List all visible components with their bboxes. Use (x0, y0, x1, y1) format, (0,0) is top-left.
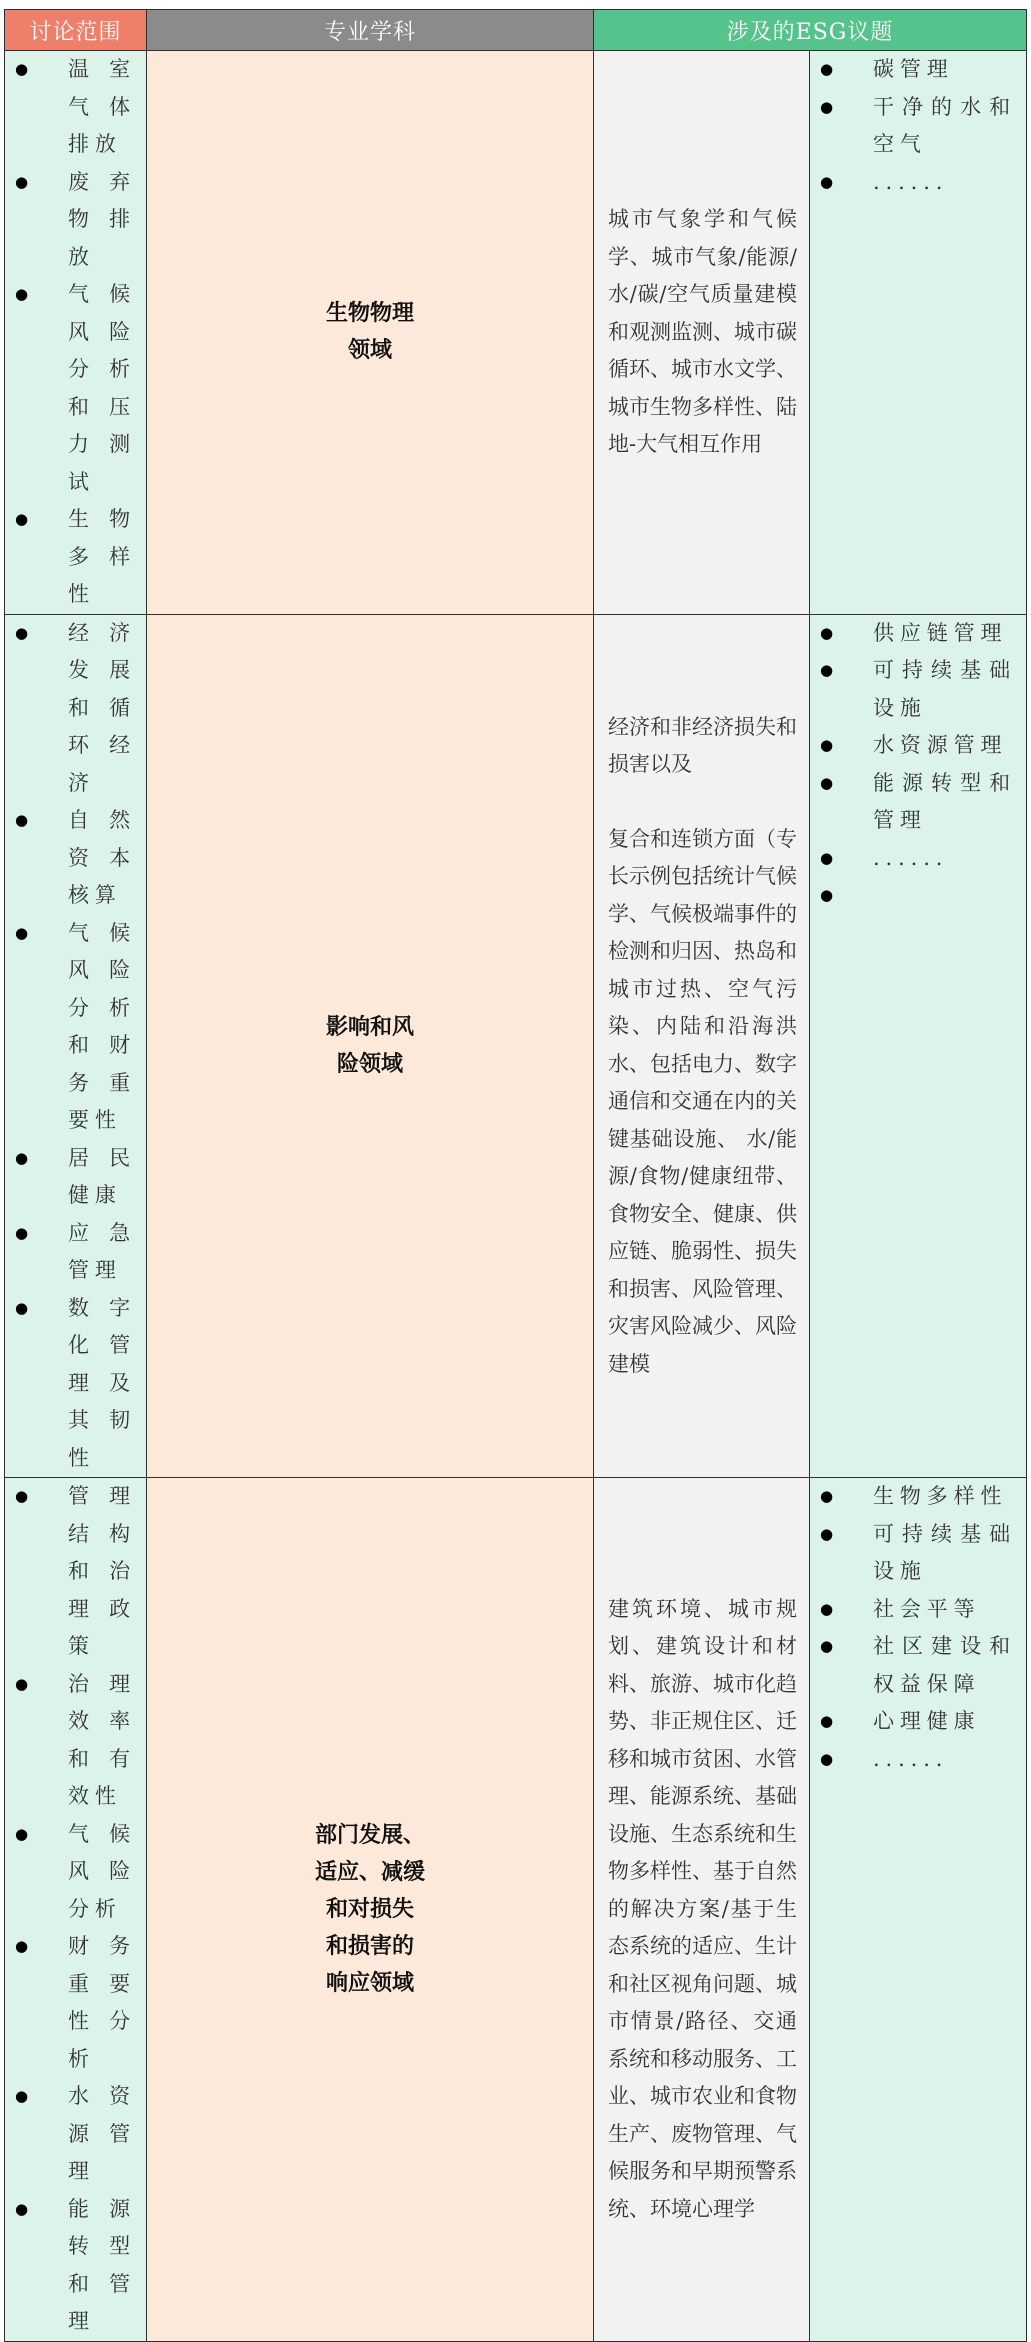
esg-topics-right (810, 1478, 1027, 2342)
esg-topics-left (5, 614, 147, 1478)
table-row (5, 614, 1027, 1478)
scope-label-line: 部门发展、 (314, 1821, 425, 1848)
esg-topic-list (810, 51, 1026, 201)
header-esg-topics: 涉及的ESG议题 (594, 10, 1027, 51)
esg-topic-item: ● 自然资本核算 (5, 802, 146, 915)
table-row (5, 1478, 1027, 2342)
scope-label-line: 和对损失 (325, 1895, 414, 1922)
header-scope: 讨论范围 (5, 10, 147, 51)
scope-cell (147, 1478, 594, 2342)
esg-discipline-table (4, 9, 1027, 2342)
esg-topic-list (5, 615, 146, 1478)
esg-topic-item: ● 心理健康 (810, 1703, 1026, 1741)
esg-topic-item (810, 877, 1026, 915)
disciplines-cell (594, 51, 810, 615)
esg-topic-item: ● ...... (810, 164, 1026, 202)
esg-topics-right (810, 614, 1027, 1478)
esg-topics-right (810, 51, 1027, 615)
esg-topic-item: ● 水资源管理 (810, 727, 1026, 765)
esg-topic-item: ● 气候风险分析 (5, 1816, 146, 1929)
disciplines-text: 城市气象学和气候学、城市气象/能源/水/碳/空气质量建模和观测监测、城市碳循环、城市水文学、城市生物多样性、陆地-大气相互作用 (608, 207, 797, 456)
esg-topic-item: ● 居民健康 (5, 1140, 146, 1215)
esg-topic-item: ● 气候风险分析和压力测试 (5, 276, 146, 501)
disciplines-cell (594, 614, 810, 1478)
esg-topic-item: ● 废弃物排放 (5, 164, 146, 277)
header-disciplines: 专业学科 (147, 10, 594, 51)
esg-topic-item: ● 碳管理 (810, 51, 1026, 89)
esg-topic-list (5, 51, 146, 614)
esg-topic-item: ● 能源转型和管理 (5, 2191, 146, 2341)
esg-topic-item: ● 温室气体排放 (5, 51, 146, 164)
scope-label-line: 适应、减缓 (314, 1858, 425, 1885)
esg-topic-item: ● 治理效率和有效性 (5, 1666, 146, 1816)
disciplines-text: 复合和连锁方面（专长示例包括统计气候学、气候极端事件的检测和归因、热岛和城市过热、空气污染、内陆和沿海洪水、包括电力、数字通信和交通在内的关键基础设施、 水/能源/食物/健康纽带、食物安全、健康、供应链、脆弱性、损失和损害、风险管理、灾害风险减少、风险建模 (608, 826, 797, 1376)
table-row (5, 51, 1027, 615)
disciplines-cell (594, 1478, 810, 2342)
esg-topic-item: ● 能源转型和管理 (810, 765, 1026, 840)
esg-topics-left (5, 51, 147, 615)
esg-topic-item: ● 干净的水和空气 (810, 89, 1026, 164)
scope-label-line: 响应领域 (325, 1969, 414, 1996)
scope-cell (147, 51, 594, 615)
esg-topic-item: ● 生物多样性 (5, 501, 146, 614)
scope-label-line: 影响和风 (325, 1013, 414, 1040)
esg-topic-item: ● 社区建设和权益保障 (810, 1628, 1026, 1703)
esg-topic-item: ● 可持续基础设施 (810, 652, 1026, 727)
scope-label-line: 生物物理 (325, 300, 414, 327)
esg-topic-item: ● 应急管理 (5, 1215, 146, 1290)
esg-topic-item: ● 财务重要性分析 (5, 1928, 146, 2078)
esg-topic-list (810, 1478, 1026, 1778)
esg-topic-item: ● 可持续基础设施 (810, 1516, 1026, 1591)
esg-topic-item: ● 生物多样性 (810, 1478, 1026, 1516)
esg-topic-item: ● 气候风险分析和财务重要性 (5, 915, 146, 1140)
esg-topic-item: ● ...... (810, 840, 1026, 878)
esg-topic-item: ● 水资源管理 (5, 2078, 146, 2191)
header-row (5, 10, 1027, 51)
esg-topic-item: ● 数字化管理及其韧性 (5, 1290, 146, 1478)
esg-topic-list (810, 615, 1026, 915)
esg-topics-left (5, 1478, 147, 2342)
esg-topic-item: ● 供应链管理 (810, 615, 1026, 653)
scope-label-line: 领域 (347, 337, 392, 364)
esg-topic-item: ● ...... (810, 1741, 1026, 1779)
esg-topic-item: ● 管理结构和治理政策 (5, 1478, 146, 1666)
esg-topic-item: ● 经济发展和循环经济 (5, 615, 146, 803)
scope-cell (147, 614, 594, 1478)
disciplines-text: 建筑环境、城市规划、建筑设计和材料、旅游、城市化趋势、非正规住区、迁移和城市贫困、水管理、能源系统、基础设施、生态系统和生物多样性、基于自然的解决方案/基于生态系统的适应、生计和社区视角问题、城市情景/路径、交通系统和移动服务、工业、城市农业和食物生产、废物管理、气候服务和早期预警系统、环境心理学 (608, 1596, 797, 2221)
disciplines-text: 经济和非经济损失和损害以及 (608, 714, 797, 776)
esg-topic-list (5, 1478, 146, 2341)
scope-label-line: 和损害的 (325, 1932, 414, 1959)
scope-label-line: 险领域 (336, 1050, 403, 1077)
esg-topic-item: ● 社会平等 (810, 1591, 1026, 1629)
